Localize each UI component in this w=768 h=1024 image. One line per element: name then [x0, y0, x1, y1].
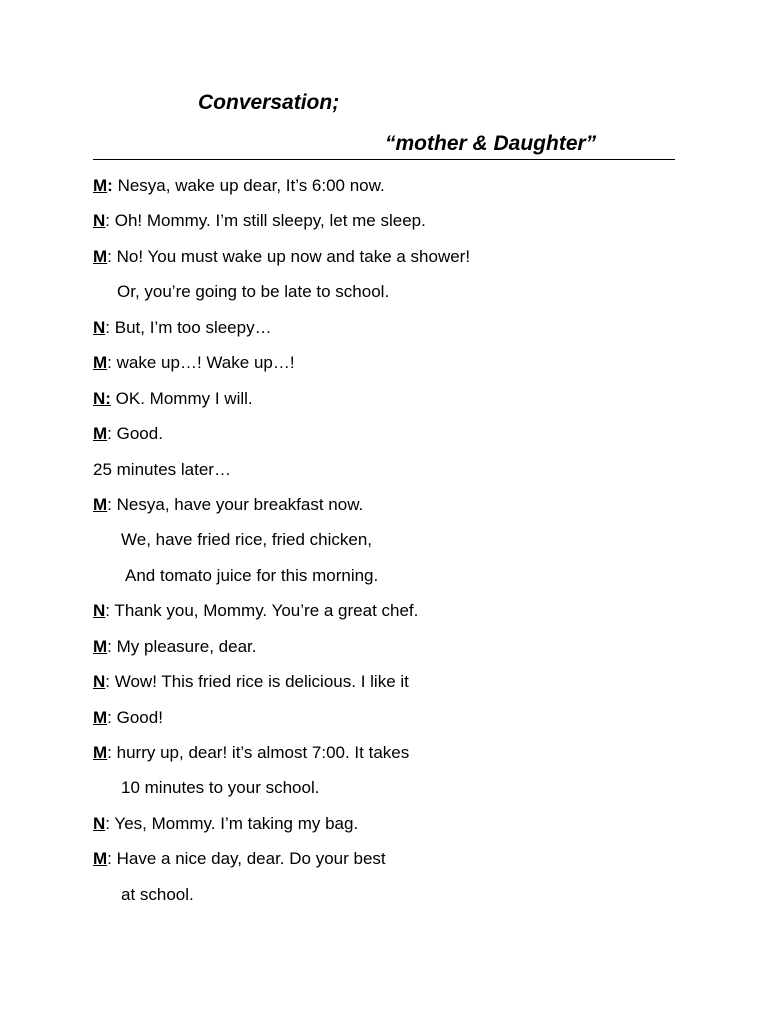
speaker-label: M [93, 849, 108, 869]
line-text: Good! [111, 707, 163, 727]
dialogue-body [93, 168, 693, 912]
speaker-label: N [93, 211, 106, 231]
line-text: Nesya, have your breakfast now. [111, 494, 364, 514]
document-title: Conversation; [198, 91, 340, 114]
line-text: Nesya, wake up dear, It’s 6:00 now. [112, 176, 385, 195]
speaker-colon: : [107, 353, 112, 373]
line-text: Have a nice day, dear. Do your best [111, 849, 386, 869]
dialogue-continuation [93, 558, 693, 593]
line-text: Oh! Mommy. I’m still sleepy, let me sleep. [110, 211, 426, 231]
line-text: But, I’m too sleepy… [110, 317, 272, 337]
line-text: No! You must wake up now and take a shower! [111, 246, 471, 266]
line-text: Or, you’re going to be late to school. [117, 282, 390, 302]
line-text: at school. [121, 884, 194, 904]
dialogue-line [93, 593, 693, 628]
line-text: OK. Mommy I will. [110, 388, 253, 408]
dialogue-line [93, 168, 693, 203]
dialogue-line [93, 841, 693, 876]
line-text: Good. [111, 424, 163, 444]
speaker-colon: : [107, 494, 112, 514]
dialogue-line [93, 629, 693, 664]
speaker-label: N [93, 388, 106, 408]
speaker-colon: : [107, 636, 112, 656]
speaker-label: M [93, 636, 108, 656]
speaker-label: M [93, 494, 108, 514]
speaker-colon: : [107, 424, 112, 444]
dialogue-line [93, 735, 693, 770]
speaker-label: N [93, 601, 106, 621]
document-subtitle: “mother & Daughter” [385, 132, 597, 155]
speaker-colon: : [107, 176, 113, 195]
dialogue-line [93, 310, 693, 345]
line-text: Yes, Mommy. I’m taking my bag. [110, 813, 359, 833]
speaker-colon: : [105, 388, 111, 408]
line-text: Wow! This fried rice is delicious. I like it [110, 672, 409, 692]
dialogue-line [93, 239, 693, 274]
dialogue-continuation [93, 877, 693, 912]
dialogue-line [93, 664, 693, 699]
dialogue-line [93, 700, 693, 735]
line-text: And tomato juice for this morning. [125, 565, 379, 585]
speaker-label: M [93, 176, 108, 195]
line-text: 25 minutes later… [93, 459, 231, 479]
dialogue-line [93, 345, 693, 380]
speaker-label: N [93, 672, 106, 692]
speaker-colon: : [105, 211, 111, 231]
speaker-colon: : [105, 813, 111, 833]
speaker-label: M [93, 353, 108, 373]
speaker-colon: : [107, 849, 112, 869]
line-text: wake up…! Wake up…! [111, 353, 295, 373]
dialogue-line [93, 487, 693, 522]
title-divider [93, 159, 675, 160]
speaker-label: M [93, 707, 108, 727]
speaker-colon: : [107, 743, 112, 762]
speaker-label: M [93, 246, 108, 266]
speaker-label: N [93, 813, 106, 833]
dialogue-line [93, 381, 693, 416]
line-text: My pleasure, dear. [111, 636, 257, 656]
speaker-colon: : [105, 601, 111, 621]
dialogue-line [93, 806, 693, 841]
speaker-colon: : [105, 317, 111, 337]
line-text: 10 minutes to your school. [121, 778, 320, 798]
speaker-label: N [93, 317, 106, 337]
line-text: hurry up, dear! it’s almost 7:00. It takes [111, 743, 410, 762]
speaker-label: M [93, 424, 108, 444]
dialogue-continuation [93, 770, 693, 805]
speaker-label: M [93, 743, 108, 762]
dialogue-line [93, 203, 693, 238]
line-text: We, have fried rice, fried chicken, [121, 530, 373, 550]
speaker-colon: : [107, 707, 112, 727]
dialogue-continuation [93, 522, 693, 557]
speaker-colon: : [105, 672, 111, 692]
narration-line [93, 452, 693, 487]
speaker-colon: : [107, 246, 112, 266]
dialogue-line [93, 416, 693, 451]
line-text: Thank you, Mommy. You’re a great chef. [110, 601, 419, 621]
dialogue-continuation [93, 274, 693, 309]
